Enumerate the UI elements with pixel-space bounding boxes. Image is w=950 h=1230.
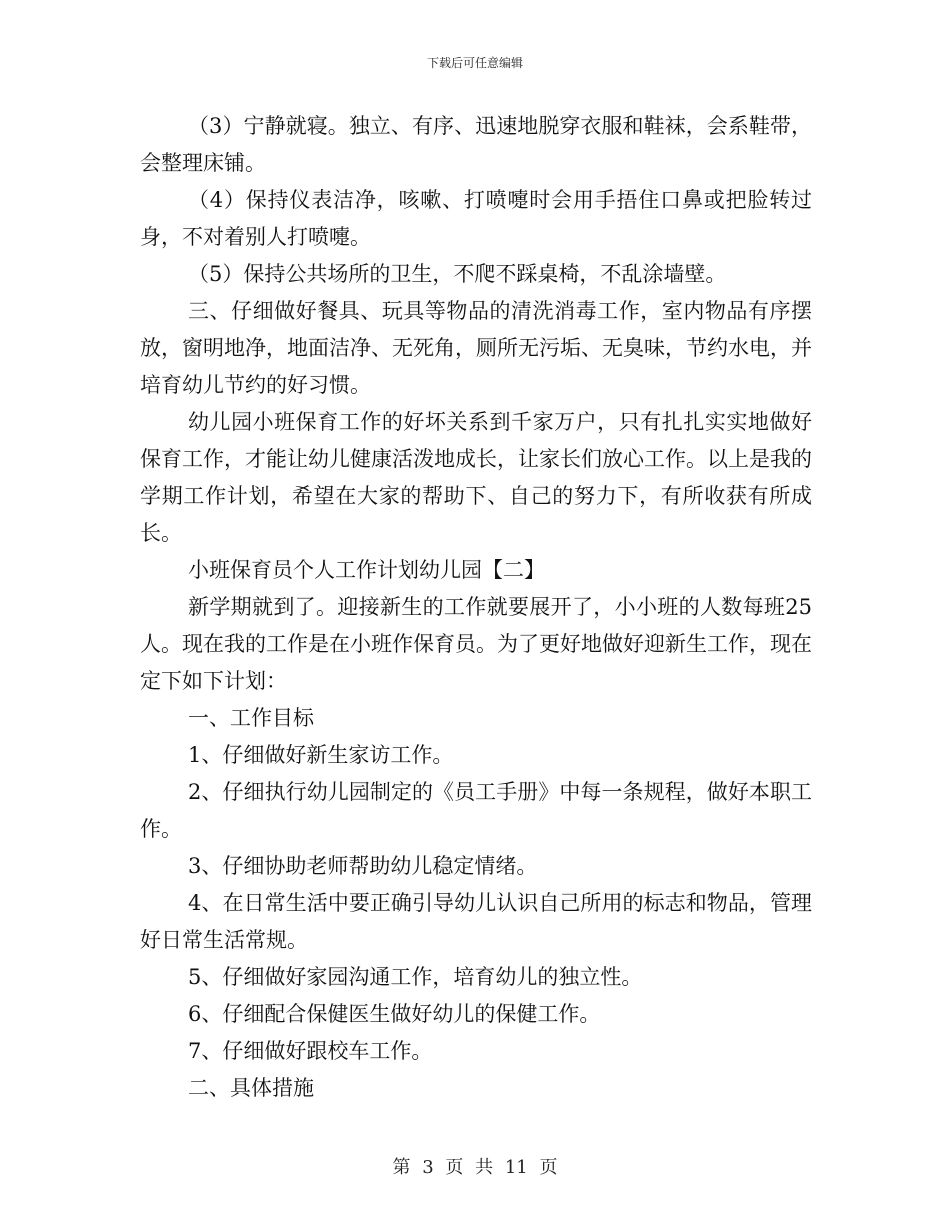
paragraph-public-places: （5）保持公共场所的卫生，不爬不踩桌椅，不乱涂墙壁。 [188,262,727,286]
list-item-goal-6: 6、仔细配合保健医生做好幼儿的保健工作。 [188,1002,601,1026]
page-number: 第 3 页 共 11 页 [392,1157,558,1178]
list-item-goal-3: 3、仔细协助老师帮助幼儿稳定情绪。 [188,854,538,878]
heading-specific-measures: 二、具体措施 [188,1076,314,1100]
section-title: 小班保育员个人工作计划幼儿园【二】 [188,558,545,582]
heading-work-goals: 一、工作目标 [188,706,314,730]
document-body [140,108,812,1107]
paragraph-disinfection: 三、仔细做好餐具、玩具等物品的清洗消毒工作，室内物品有序摆放，窗明地净，地面洁净、无死角，厕所无污垢、无臭味，节约水电，并培育幼儿节约的好习惯。 [140,299,812,397]
paragraph-sleep: （3）宁静就寝。独立、有序、迅速地脱穿衣服和鞋袜，会系鞋带，会整理床铺。 [140,114,812,175]
paragraph-summary: 幼儿园小班保育工作的好坏关系到千家万户，只有扎扎实实地做好保育工作，才能让幼儿健康活泼地成长，让家长们放心工作。以上是我的学期工作计划，希望在大家的帮助下、自己的努力下，有所收获有所成长。 [140,410,812,545]
list-item-goal-5: 5、仔细做好家园沟通工作，培育幼儿的独立性。 [188,965,643,989]
list-item-goal-7: 7、仔细做好跟校车工作。 [188,1039,433,1063]
paragraph-hygiene: （4）保持仪表洁净，咳嗽、打喷嚏时会用手捂住口鼻或把脸转过身，不对着别人打喷嚏。 [140,188,812,249]
list-item-goal-2: 2、仔细执行幼儿园制定的《员工手册》中每一条规程，做好本职工作。 [140,780,812,841]
list-item-goal-1: 1、仔细做好新生家访工作。 [188,743,454,767]
list-item-goal-4: 4、在日常生活中要正确引导幼儿认识自己所用的标志和物品，管理好日常生活常规。 [140,891,812,952]
paragraph-intro: 新学期就到了。迎接新生的工作就要展开了，小小班的人数每班25人。现在我的工作是在小班作保育员。为了更好地做好迎新生工作，现在定下如下计划： [140,595,812,693]
page-header: 下载后可任意编辑 [426,56,523,70]
